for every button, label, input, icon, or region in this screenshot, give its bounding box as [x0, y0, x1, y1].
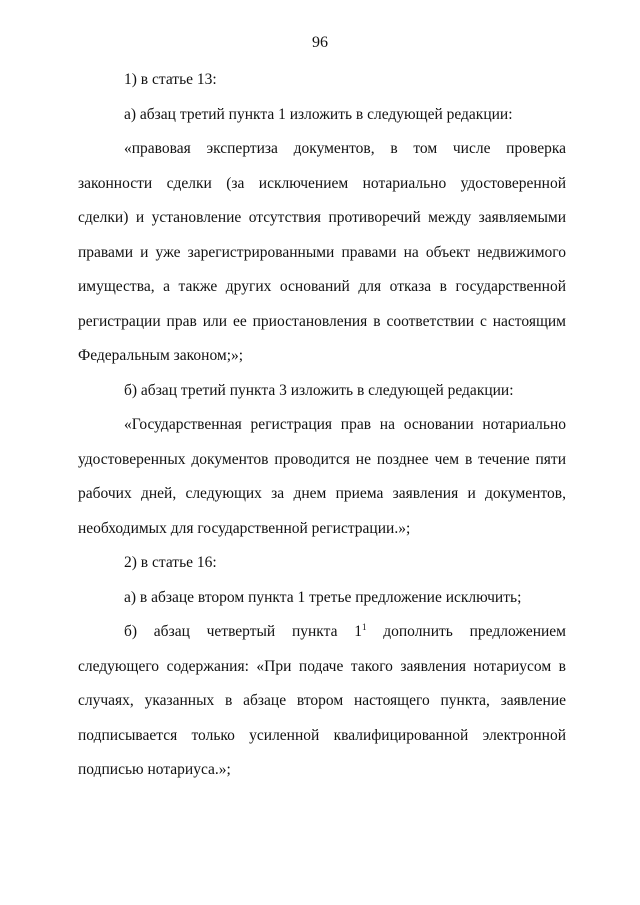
paragraph-quoted-legal-examination: «правовая экспертиза документов, в том числе проверка законности сделки (за исключением нотариально удостоверенной сделки) и установление отсутствия противоречий между заявляемыми правами и уже зарегистрированными правами на объект недвижимого имущества, а также других оснований для отказа в государственной регистрации прав или ее приостановления в соответствии с настоящим Федеральным законом;»; — [78, 140, 566, 364]
paragraph-article-16-heading: 2) в статье 16: — [124, 554, 217, 571]
paragraph-article-13-heading: 1) в статье 13: — [124, 71, 217, 88]
paragraph-delete-sentence: а) в абзаце втором пункта 1 третье предложение исключить; — [124, 588, 522, 606]
document-body — [78, 63, 566, 788]
paragraph-amend-item-1: а) абзац третий пункта 1 изложить в следующей редакции: — [124, 105, 513, 123]
paragraph-notary-text-start: б) абзац четвертый пункта 1 — [124, 623, 362, 640]
paragraph-quoted-state-registration: «Государственная регистрация прав на основании нотариально удостоверенных документов проводится не позднее чем в течение пяти рабочих дней, следующих за днем приема заявления и документов, необходимых для государственной регистрации.»; — [78, 416, 566, 537]
superscript-index: 1 — [361, 622, 367, 632]
paragraph-notary-signature-amendment — [78, 615, 566, 788]
paragraph-amend-item-3: б) абзац третий пункта 3 изложить в следующей редакции: — [124, 381, 514, 399]
paragraph-notary-text-end: дополнить предложением следующего содержания: «При подаче такого заявления нотариусом в случаях, указанных в абзаце втором настоящего пункта, заявление подписывается только усиленной квалифицированной электронной подписью нотариуса.»; — [78, 623, 566, 778]
page-number: 96 — [312, 34, 328, 51]
